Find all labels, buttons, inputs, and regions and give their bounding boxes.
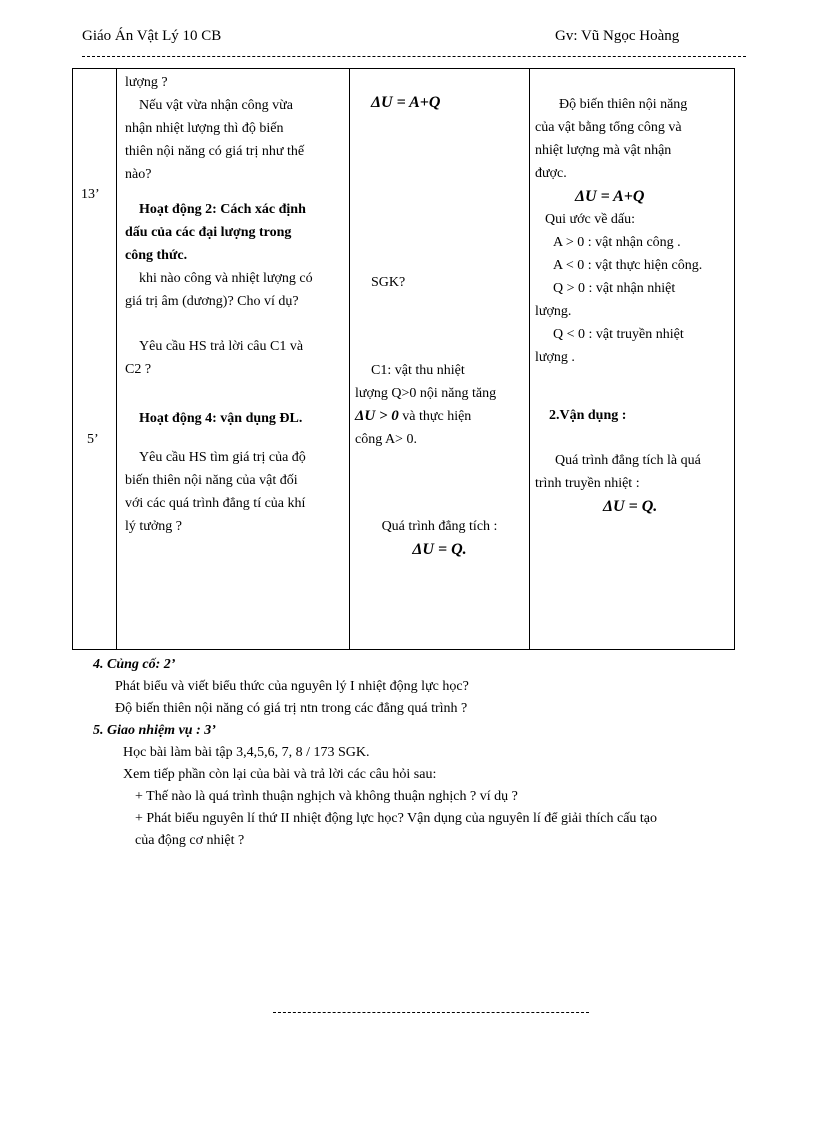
desc-line: nhiệt lượng mà vật nhận	[535, 143, 672, 158]
header-right: Gv: Vũ Ngọc Hoàng	[555, 28, 680, 44]
c1-line-tail: và thực hiện	[398, 409, 472, 424]
col-divider-2	[349, 69, 350, 649]
c1-line: công A> 0.	[355, 432, 417, 447]
desc-line: Độ biến thiên nội năng	[559, 97, 688, 112]
q2-line: nhận nhiệt lượng thì độ biến	[125, 121, 284, 136]
header-divider	[82, 56, 746, 57]
q5-line: lý tưởng ?	[125, 519, 182, 534]
section-4-line: Phát biểu và viết biểu thức của nguyên lý I nhiệt động lực học?	[115, 679, 469, 694]
sign-line: lượng .	[535, 350, 575, 365]
q3-line: giá trị âm (dương)? Cho ví dụ?	[125, 294, 299, 309]
q4-line: Yêu cầu HS trả lời câu C1 và	[139, 339, 304, 354]
section-5-line: + Thế nào là quá trình thuận nghịch và không thuận nghịch ? ví dụ ?	[135, 789, 518, 804]
formula-1: ΔU = A+Q	[371, 94, 441, 111]
content-column	[535, 93, 733, 518]
iso-formula: ΔU = Q.	[603, 498, 658, 515]
section-5-title: 5. Giao nhiệm vụ : 3’	[93, 723, 216, 738]
c1-line: C1: vật thu nhiệt	[371, 363, 465, 378]
q2-line: Nếu vật vừa nhận công vừa	[139, 98, 293, 113]
activity-4-title: Hoạt động 4: vận dụng ĐL.	[139, 411, 303, 426]
activity-2-title: dấu của các đại lượng trong	[125, 225, 292, 240]
iso-line: trình truyền nhiệt :	[535, 476, 640, 491]
activity-2-title: Hoạt động 2: Cách xác định	[139, 202, 306, 217]
section-4-line: Độ biến thiên nội năng có giá trị ntn trong các đẳng quá trình ?	[115, 701, 468, 716]
content-formula: ΔU = A+Q	[575, 188, 645, 205]
q4-line: C2 ?	[125, 362, 152, 377]
section-4-title: 4. Củng cố: 2’	[93, 657, 176, 672]
section-5-line: Học bài làm bài tập 3,4,5,6, 7, 8 / 173 SGK.	[123, 745, 370, 760]
section-5-line: + Phát biểu nguyên lí thứ II nhiệt động lực học? Vận dụng của nguyên lí để giải thích cấu tạo	[135, 811, 658, 826]
q1-tail: lượng ?	[125, 75, 168, 90]
section-4	[93, 654, 469, 720]
q2-line: thiên nội năng có giá trị như thế	[125, 144, 305, 159]
c1-formula: ΔU > 0	[355, 408, 399, 424]
q5-line: với các quá trình đẳng tí của khí	[125, 496, 306, 511]
time-5: 5’	[87, 432, 99, 447]
desc-line: của vật bằng tổng công và	[535, 120, 682, 135]
iso-answer	[350, 515, 529, 561]
apply-title: 2.Vận dụng :	[549, 408, 627, 423]
sgk-text: SGK?	[371, 275, 406, 290]
section-5-line: Xem tiếp phần còn lại của bài và trả lời các câu hỏi sau:	[123, 767, 437, 782]
iso-label: Quá trình đẳng tích :	[381, 519, 498, 534]
header-left: Giáo Án Vật Lý 10 CB	[82, 28, 222, 44]
time-13: 13’	[81, 187, 100, 202]
q3-line: khi nào công và nhiệt lượng có	[139, 271, 313, 286]
sign-line: A < 0 : vật thực hiện công.	[553, 258, 703, 273]
iso-line: Quá trình đẳng tích là quá	[555, 453, 701, 468]
q5-line: Yêu cầu HS tìm giá trị của độ	[139, 450, 306, 465]
q2-line: nào?	[125, 167, 152, 182]
teacher-column	[125, 71, 347, 538]
sign-line: lượng.	[535, 304, 572, 319]
activity-2-title: công thức.	[125, 248, 188, 263]
footer-divider	[273, 1012, 589, 1013]
section-5	[93, 720, 793, 852]
iso-formula: ΔU = Q.	[412, 541, 467, 558]
sign-title: Qui ước về dấu:	[545, 212, 636, 227]
desc-line: được.	[535, 166, 567, 181]
sign-line: Q < 0 : vật truyền nhiệt	[553, 327, 684, 342]
c1-answer	[355, 359, 527, 451]
lesson-table	[72, 68, 735, 650]
c1-line: lượng Q>0 nội năng tăng	[355, 386, 497, 401]
col-divider-3	[529, 69, 530, 649]
q5-line: biến thiên nội năng của vật đối	[125, 473, 298, 488]
col-divider-1	[116, 69, 117, 649]
section-5-line: của động cơ nhiệt ?	[135, 833, 245, 848]
sign-line: Q > 0 : vật nhận nhiệt	[553, 281, 676, 296]
sign-line: A > 0 : vật nhận công .	[553, 235, 681, 250]
